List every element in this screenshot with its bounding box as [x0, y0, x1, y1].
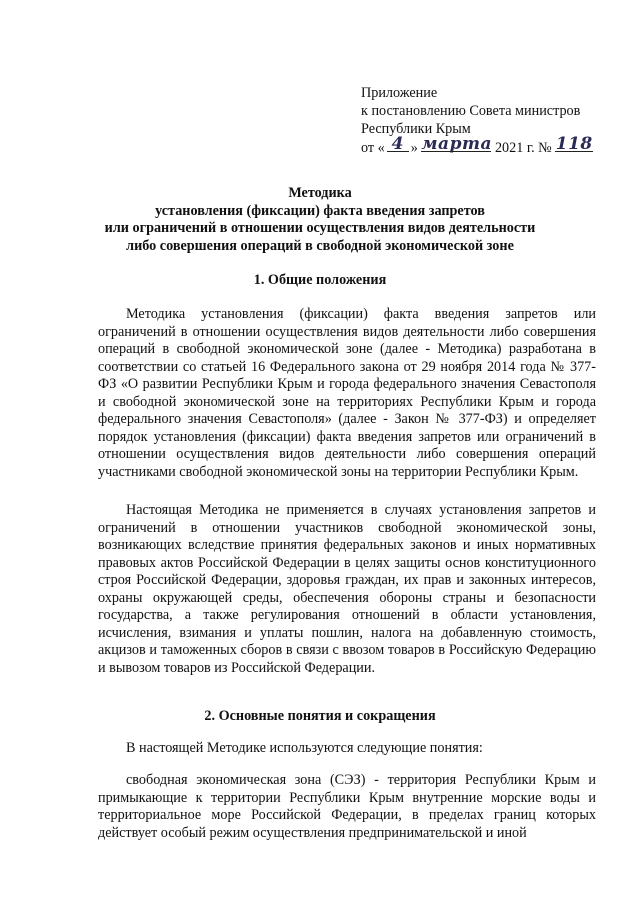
title-line-4: либо совершения операций в свободной экономической зоне	[126, 237, 514, 254]
appendix-date-line	[361, 134, 621, 157]
title-line-1: Методика	[288, 185, 352, 201]
appendix-line-2: к постановлению Совета министров	[361, 103, 581, 119]
handwritten-day: 4	[385, 135, 411, 153]
handwritten-number: 118	[555, 134, 593, 154]
handwritten-month: марта	[421, 134, 492, 154]
section-2-paragraph-1: В настоящей Методике используются следующие понятия:	[126, 740, 483, 756]
section-2-paragraph-2: свободная экономическая зона (СЭЗ) - территория Республики Крым и примыкающие к территории Республики Крым внутренние морские воды и территориальное море Российской Федерации, в пределах границ которых действует особый режим осуществления предпринимательской и иной	[98, 772, 596, 841]
date-year: 2021 г. №	[491, 140, 552, 156]
date-mid: »	[410, 140, 418, 156]
section-1-paragraph-2: Настоящая Методика не применяется в случаях установления запретов и ограничений в отношении участников свободной экономической зоны, возникающих вследствие принятия федеральных законов и иных нормативных правовых актов Российской Федерации в целях защиты основ конституционного строя Российской Федерации, здоровья граждан, их прав и законных интересов, охраны окружающей среды, обеспечения обороны страны и безопасности государства, а также регулирования отношений в области установления, исчисления, взимания и уплаты пошлин, налога на добавленную стоимость, акцизов и таможенных сборов в связи с ввозом товаров в Российскую Федерацию и вывозом товаров из Российской Федерации.	[98, 502, 596, 676]
title-line-2: установления (фиксации) факта введения запретов	[155, 202, 485, 219]
section-1-heading: 1. Общие положения	[253, 272, 387, 288]
appendix-line-3: Республики Крым	[361, 121, 471, 137]
appendix-block	[361, 84, 621, 157]
appendix-line-1: Приложение	[361, 85, 438, 101]
section-1-paragraph-1: Методика установления (фиксации) факта введения запретов или ограничений в отношении осуществления видов деятельности либо совершения операций в свободной экономической зоне (далее - Методика) разработана в соответствии со статьей 16 Федерального закона от 29 ноября 2014 года № 377-ФЗ «О развитии Республики Крым и города федерального значения Севастополя и свободной экономической зоне на территориях Республики Крым и города федерального значения Севастополя» (далее - Закон № 377-ФЗ) и определяет порядок установления (фиксации) факта введения запретов или ограничений в отношении осуществления видов деятельности либо совершения операций участниками свободной экономической зоны на территории Республики Крым.	[98, 306, 596, 480]
date-prefix: от «	[361, 140, 385, 156]
document-title	[90, 185, 550, 255]
section-2-heading: 2. Основные понятия и сокращения	[204, 708, 436, 724]
title-line-3: или ограничений в отношении осуществления видов деятельности	[104, 220, 536, 236]
